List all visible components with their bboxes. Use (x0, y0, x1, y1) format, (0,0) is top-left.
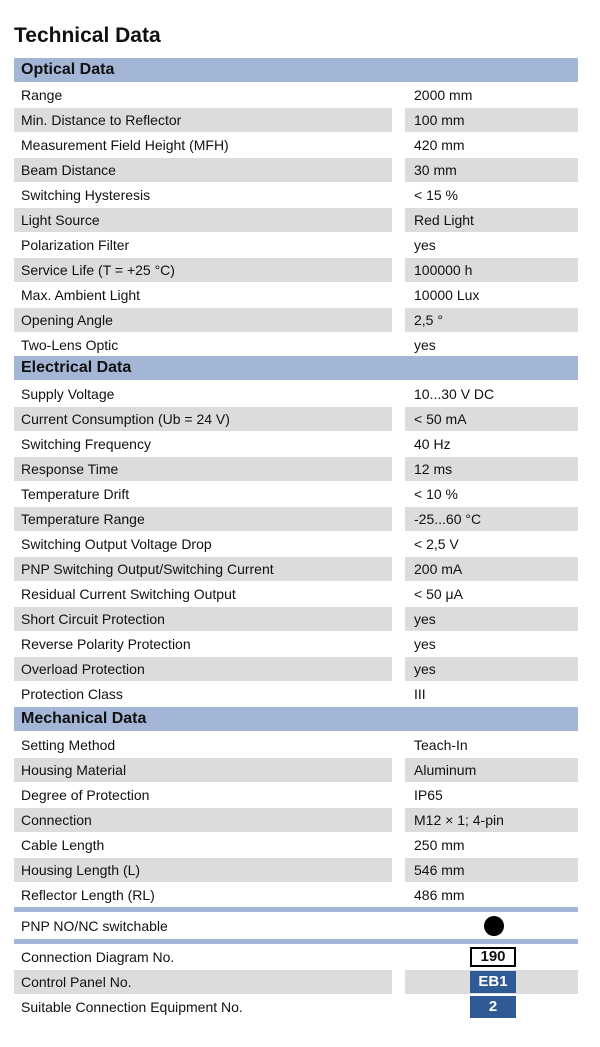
row-value: 2000 mm (414, 87, 473, 103)
row-label: Range (21, 87, 63, 103)
row-value: 30 mm (405, 158, 578, 182)
row-label: PNP Switching Output/Switching Current (14, 557, 392, 581)
row-label: Connection (14, 808, 392, 832)
row-label: Temperature Drift (21, 486, 130, 502)
row-value: yes (414, 636, 436, 652)
row-value: Teach-In (414, 737, 468, 753)
table-row (14, 283, 578, 307)
table-row (14, 557, 578, 581)
row-label: Overload Protection (14, 657, 392, 681)
row-value: M12 × 1; 4-pin (405, 808, 578, 832)
row-value: 40 Hz (414, 436, 451, 452)
row-label: Protection Class (21, 686, 123, 702)
table-row (14, 632, 578, 656)
section-separator (14, 939, 578, 944)
connection-diagram-number: 190 (470, 947, 516, 967)
row-value: 12 ms (405, 457, 578, 481)
row-value: 100000 h (405, 258, 578, 282)
row-label: Supply Voltage (21, 386, 115, 402)
row-label: Opening Angle (14, 308, 392, 332)
row-label: Current Consumption (Ub = 24 V) (14, 407, 392, 431)
row-label: Suitable Connection Equipment No. (21, 999, 243, 1015)
table-row (14, 83, 578, 107)
row-label: Switching Output Voltage Drop (21, 536, 212, 552)
row-label: Setting Method (21, 737, 116, 753)
page-title: Technical Data (14, 24, 161, 47)
table-row (14, 208, 578, 232)
row-label: Max. Ambient Light (21, 287, 141, 303)
row-value: IP65 (414, 787, 443, 803)
table-row (14, 507, 578, 531)
row-label: Residual Current Switching Output (21, 586, 236, 602)
row-label: Service Life (T = +25 °C) (14, 258, 392, 282)
row-label: Light Source (14, 208, 392, 232)
row-value: yes (414, 337, 436, 353)
section-header-electrical: Electrical Data (14, 356, 578, 380)
table-row (14, 582, 578, 606)
section-header-mechanical: Mechanical Data (14, 707, 578, 731)
row-value: < 2,5 V (414, 536, 459, 552)
row-label: Housing Length (L) (14, 858, 392, 882)
row-label: Switching Hysteresis (21, 187, 151, 203)
table-row (14, 883, 578, 907)
row-label: Cable Length (21, 837, 105, 853)
row-value: 546 mm (405, 858, 578, 882)
table-row (14, 158, 578, 182)
table-row (14, 108, 578, 132)
row-value: < 50 μA (414, 586, 463, 602)
section-separator (14, 907, 578, 912)
table-row (14, 233, 578, 257)
table-row (14, 382, 578, 406)
table-row (14, 333, 578, 357)
row-value: 486 mm (414, 887, 465, 903)
row-label: Min. Distance to Reflector (14, 108, 392, 132)
row-label: Connection Diagram No. (21, 949, 175, 965)
row-value: 200 mA (405, 557, 578, 581)
table-row (14, 607, 578, 631)
row-value: yes (405, 607, 578, 631)
table-row (14, 532, 578, 556)
control-panel-badge: EB1 (470, 971, 516, 993)
filled-dot-icon (484, 916, 504, 936)
row-value: 10000 Lux (414, 287, 480, 303)
table-row (14, 733, 578, 757)
table-row (14, 432, 578, 456)
row-label: Switching Frequency (21, 436, 151, 452)
row-value: 100 mm (405, 108, 578, 132)
table-row (14, 833, 578, 857)
row-value: III (414, 686, 426, 702)
row-label: Response Time (14, 457, 392, 481)
row-value: yes (414, 237, 436, 253)
row-value: 250 mm (414, 837, 465, 853)
table-row (14, 783, 578, 807)
table-row (14, 657, 578, 681)
row-label: Short Circuit Protection (14, 607, 392, 631)
row-value: < 15 % (414, 187, 458, 203)
row-value: Aluminum (405, 758, 578, 782)
row-value: < 50 mA (405, 407, 578, 431)
table-row (14, 133, 578, 157)
row-label: Housing Material (14, 758, 392, 782)
row-label: Temperature Range (14, 507, 392, 531)
table-row (14, 758, 578, 782)
row-value: 10...30 V DC (414, 386, 495, 402)
table-row (14, 183, 578, 207)
table-row (14, 258, 578, 282)
row-value: Red Light (405, 208, 578, 232)
section-header-optical: Optical Data (14, 58, 578, 82)
row-label: Polarization Filter (21, 237, 130, 253)
table-row (14, 457, 578, 481)
table-row (14, 808, 578, 832)
row-label: Measurement Field Height (MFH) (21, 137, 229, 153)
row-value: 2,5 ° (405, 308, 578, 332)
connection-equipment-badge: 2 (470, 996, 516, 1018)
row-label: Reflector Length (RL) (21, 887, 155, 903)
row-value: yes (405, 657, 578, 681)
table-row (14, 308, 578, 332)
row-value: < 10 % (414, 486, 458, 502)
table-row (14, 482, 578, 506)
row-label: Reverse Polarity Protection (21, 636, 191, 652)
row-label: Control Panel No. (14, 970, 392, 994)
row-value: 420 mm (414, 137, 465, 153)
row-label: Beam Distance (14, 158, 392, 182)
table-row (14, 407, 578, 431)
row-label: PNP NO/NC switchable (21, 918, 168, 934)
row-label: Two-Lens Optic (21, 337, 119, 353)
row-value: -25...60 °C (405, 507, 578, 531)
table-row (14, 858, 578, 882)
row-label: Degree of Protection (21, 787, 150, 803)
table-row (14, 682, 578, 706)
